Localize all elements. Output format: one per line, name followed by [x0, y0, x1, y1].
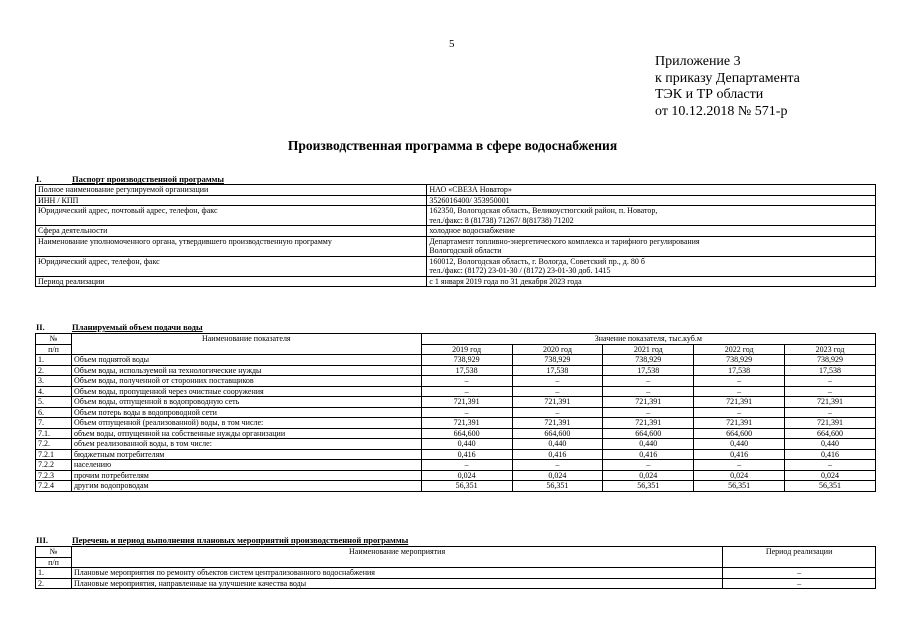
- table-row: [36, 397, 876, 408]
- indicator-value: 17,538: [421, 365, 512, 376]
- indicator-value: 721,391: [603, 397, 694, 408]
- table-row: [36, 195, 876, 206]
- indicator-value: 0,440: [694, 439, 785, 450]
- passport-table: [35, 184, 876, 287]
- row-num: 7.2.4: [36, 481, 72, 492]
- indicator-name: объем воды, отпущенной на собственные нужды организации: [71, 428, 421, 439]
- indicator-value: 0,024: [421, 470, 512, 481]
- indicator-value: 721,391: [694, 418, 785, 429]
- passport-value: [427, 256, 876, 276]
- indicator-value: 664,600: [512, 428, 603, 439]
- appendix-line: Приложение 3: [655, 54, 741, 69]
- row-num: 1.: [36, 568, 72, 579]
- header-year: 2021 год: [603, 344, 694, 355]
- appendix-block: [655, 54, 800, 120]
- passport-label: Юридический адрес, телефон, факс: [36, 256, 427, 276]
- row-num: 7.1.: [36, 428, 72, 439]
- indicator-value: –: [512, 376, 603, 387]
- indicator-value: –: [421, 460, 512, 471]
- header-value: Значение показателя, тыс.куб.м: [421, 334, 875, 345]
- row-num: 7.2.2: [36, 460, 72, 471]
- measure-period: –: [723, 578, 876, 589]
- passport-value-line: 162350, Вологодская область, Великоустюгский район, п. Новатор,: [429, 206, 658, 215]
- indicator-value: 56,351: [512, 481, 603, 492]
- header-year: 2020 год: [512, 344, 603, 355]
- header-pp: п/п: [36, 557, 72, 568]
- table-row: [36, 449, 876, 460]
- indicator-value: 738,929: [512, 355, 603, 366]
- indicator-value: –: [512, 407, 603, 418]
- passport-value-line: Департамент топливно-энергетического комплекса и тарифного регулирования: [429, 236, 700, 246]
- indicator-value: 0,416: [694, 449, 785, 460]
- passport-value: [427, 195, 876, 206]
- indicator-value: 17,538: [512, 365, 603, 376]
- section-3-heading: [36, 535, 408, 545]
- indicator-value: –: [603, 460, 694, 471]
- indicator-value: 738,929: [421, 355, 512, 366]
- section-1-heading: [36, 174, 224, 184]
- passport-value-line: Вологодской области: [429, 246, 502, 255]
- table-row: [36, 226, 876, 237]
- indicator-name: Объем воды, пропущенной через очистные сооружения: [71, 386, 421, 397]
- indicator-value: 56,351: [421, 481, 512, 492]
- indicator-value: 721,391: [694, 397, 785, 408]
- water-volume-table: [35, 333, 876, 492]
- header-period: Период реализации: [723, 547, 876, 568]
- appendix-line: к приказу Департамента: [655, 70, 800, 86]
- indicator-name: Объем потерь воды в водопроводной сети: [71, 407, 421, 418]
- indicator-value: –: [603, 407, 694, 418]
- table-row: [36, 365, 876, 376]
- table-row: [36, 236, 876, 256]
- table-row: [36, 460, 876, 471]
- indicator-name: Объем воды, полученной от сторонних поставщиков: [71, 376, 421, 387]
- passport-value: [427, 236, 876, 256]
- indicator-value: –: [421, 407, 512, 418]
- indicator-value: 0,416: [512, 449, 603, 460]
- indicator-value: –: [512, 386, 603, 397]
- indicator-value: 0,440: [785, 439, 876, 450]
- indicator-name: бюджетным потребителям: [71, 449, 421, 460]
- indicator-value: 0,024: [512, 470, 603, 481]
- measures-table: [35, 546, 876, 589]
- indicator-name: Объем отпущенной (реализованной) воды, в том числе:: [71, 418, 421, 429]
- indicator-value: 721,391: [785, 418, 876, 429]
- table-row: [36, 206, 876, 226]
- indicator-value: –: [421, 386, 512, 397]
- passport-value-line: тел./факс: (8172) 23-01-30 / (8172) 23-01-30 доб. 1415: [429, 266, 611, 275]
- table-row: [36, 578, 876, 589]
- indicator-value: 0,024: [603, 470, 694, 481]
- indicator-value: 721,391: [421, 397, 512, 408]
- document-title: Производственная программа в сфере водоснабжения: [287, 138, 618, 153]
- measure-name: Плановые мероприятия, направленные на улучшение качества воды: [71, 578, 722, 589]
- measure-name: Плановые мероприятия по ремонту объектов систем централизованного водоснабжения: [71, 568, 722, 579]
- indicator-value: 721,391: [512, 397, 603, 408]
- indicator-value: 664,600: [785, 428, 876, 439]
- section-2-heading: [36, 322, 203, 332]
- indicator-value: –: [785, 376, 876, 387]
- table-row: [36, 276, 876, 287]
- section-number: I.: [36, 174, 42, 184]
- section-title: Планируемый объем подачи воды: [72, 322, 203, 332]
- indicator-name: объем реализованной воды, в том числе:: [71, 439, 421, 450]
- passport-value-line: 3526016400/ 353950001: [429, 195, 510, 205]
- indicator-value: –: [785, 386, 876, 397]
- row-num: 7.2.1: [36, 449, 72, 460]
- passport-label: Сфера деятельности: [36, 226, 427, 237]
- indicator-value: 721,391: [421, 418, 512, 429]
- indicator-value: 0,440: [512, 439, 603, 450]
- table-row: [36, 185, 876, 196]
- indicator-name: прочим потребителям: [71, 470, 421, 481]
- header-measure-name: Наименование мероприятия: [71, 547, 722, 568]
- indicator-value: –: [694, 460, 785, 471]
- indicator-value: –: [603, 376, 694, 387]
- table-row: [36, 481, 876, 492]
- indicator-name: Объем воды, используемой на технологические нужды: [71, 365, 421, 376]
- indicator-value: 0,024: [694, 470, 785, 481]
- indicator-value: 664,600: [421, 428, 512, 439]
- indicator-value: 738,929: [694, 355, 785, 366]
- indicator-value: –: [694, 376, 785, 387]
- row-num: 2.: [36, 578, 72, 589]
- indicator-value: 738,929: [603, 355, 694, 366]
- indicator-value: 0,024: [785, 470, 876, 481]
- table-row: [36, 376, 876, 387]
- indicator-value: –: [785, 460, 876, 471]
- indicator-value: 0,416: [421, 449, 512, 460]
- passport-value-line: с 1 января 2019 года по 31 декабря 2023 года: [429, 276, 582, 286]
- header-indicator-name: Наименование показателя: [71, 334, 421, 355]
- indicator-value: 0,440: [421, 439, 512, 450]
- table-row: [36, 407, 876, 418]
- indicator-value: –: [694, 407, 785, 418]
- indicator-value: 0,416: [785, 449, 876, 460]
- indicator-value: 17,538: [603, 365, 694, 376]
- indicator-value: 0,416: [603, 449, 694, 460]
- indicator-value: 56,351: [785, 481, 876, 492]
- indicator-value: 721,391: [512, 418, 603, 429]
- table-row: [36, 386, 876, 397]
- indicator-value: 17,538: [694, 365, 785, 376]
- passport-label: Наименование уполномоченного органа, утвердившего производственную программу: [36, 236, 427, 256]
- indicator-value: –: [694, 386, 785, 397]
- indicator-value: –: [603, 386, 694, 397]
- row-num: 2.: [36, 365, 72, 376]
- row-num: 1.: [36, 355, 72, 366]
- table-row: [36, 428, 876, 439]
- indicator-value: –: [421, 376, 512, 387]
- indicator-value: 56,351: [603, 481, 694, 492]
- table-row: [36, 355, 876, 366]
- passport-value-line: холодное водоснабжение: [429, 226, 515, 235]
- passport-label: Полное наименование регулируемой организации: [36, 185, 427, 196]
- section-number: III.: [36, 535, 49, 545]
- header-num: №: [36, 547, 72, 558]
- table-row: [36, 568, 876, 579]
- passport-value-line: НАО «СВЕЗА Новатор»: [429, 185, 512, 194]
- indicator-name: другим водопроводам: [71, 481, 421, 492]
- passport-label: Юридический адрес, почтовый адрес, телефон, факс: [36, 206, 427, 226]
- indicator-name: Объем воды, отпущенной в водопроводную сеть: [71, 397, 421, 408]
- passport-value: [427, 226, 876, 237]
- page-number: 5: [449, 38, 455, 50]
- header-num: №: [36, 334, 72, 345]
- indicator-value: 721,391: [603, 418, 694, 429]
- indicator-value: 0,440: [603, 439, 694, 450]
- table-row: [36, 470, 876, 481]
- header-year: 2022 год: [694, 344, 785, 355]
- measure-period: –: [723, 568, 876, 579]
- table-row: [36, 439, 876, 450]
- table-row: [36, 256, 876, 276]
- section-title: Паспорт производственной программы: [72, 174, 225, 184]
- row-num: 7.2.: [36, 439, 72, 450]
- indicator-value: 17,538: [785, 365, 876, 376]
- indicator-value: 738,929: [785, 355, 876, 366]
- passport-label: ИНН / КПП: [36, 195, 427, 206]
- header-year: 2023 год: [785, 344, 876, 355]
- passport-value: [427, 185, 876, 196]
- indicator-value: –: [785, 407, 876, 418]
- row-num: 5.: [36, 397, 72, 408]
- row-num: 7.: [36, 418, 72, 429]
- section-number: II.: [36, 322, 45, 332]
- passport-label: Период реализации: [36, 276, 427, 287]
- header-year: 2019 год: [421, 344, 512, 355]
- indicator-value: 721,391: [785, 397, 876, 408]
- row-num: 6.: [36, 407, 72, 418]
- passport-value: [427, 276, 876, 287]
- table-row: [36, 418, 876, 429]
- passport-value-line: 160012, Вологодская область, г. Вологда, Советский пр., д. 80 б: [429, 256, 645, 266]
- indicator-name: населению: [71, 460, 421, 471]
- passport-value-line: тел./факс: 8 (81738) 71267/ 8(81738) 71202: [429, 215, 574, 225]
- indicator-value: –: [512, 460, 603, 471]
- row-num: 3.: [36, 376, 72, 387]
- appendix-line: ТЭК и ТР области: [655, 87, 764, 102]
- section-title: Перечень и период выполнения плановых мероприятий производственной программы: [72, 535, 409, 545]
- indicator-name: Объем поднятой воды: [71, 355, 421, 366]
- row-num: 7.2.3: [36, 470, 72, 481]
- indicator-value: 664,600: [694, 428, 785, 439]
- indicator-value: 664,600: [603, 428, 694, 439]
- header-pp: п/п: [36, 344, 72, 355]
- row-num: 4.: [36, 386, 72, 397]
- appendix-line: от 10.12.2018 № 571-р: [655, 103, 788, 119]
- passport-value: [427, 206, 876, 226]
- indicator-value: 56,351: [694, 481, 785, 492]
